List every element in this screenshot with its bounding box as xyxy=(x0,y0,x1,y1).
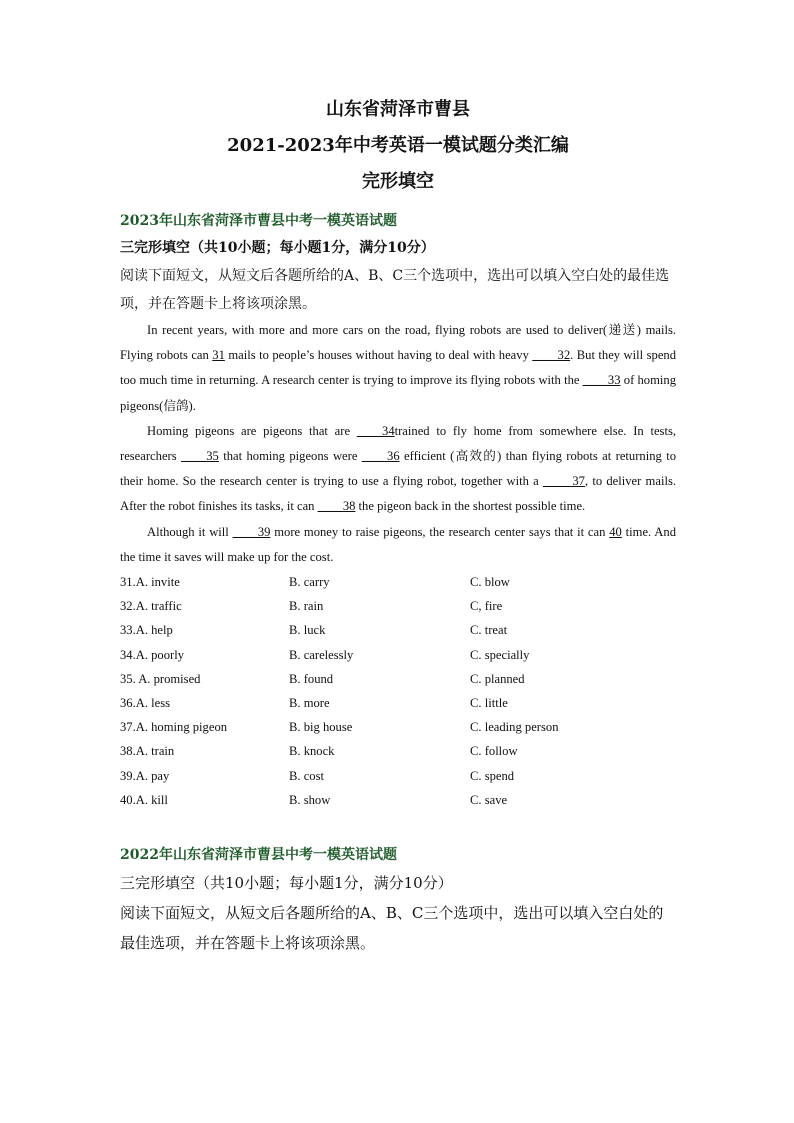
blank-34: ____34 xyxy=(356,423,395,438)
passage-text: . But they will spend too much time in returning. A research center is trying to improve its flying robots with the xyxy=(120,348,676,388)
option-a: 37.A. homing pigeon xyxy=(120,720,228,735)
option-row xyxy=(120,739,676,763)
option-a: 39.A. pay xyxy=(120,768,170,783)
section-2023-heading: 2023年山东省菏泽市曹县中考一模英语试题 xyxy=(120,213,397,229)
option-b: B. more xyxy=(289,695,330,710)
option-b: B. found xyxy=(289,671,334,686)
passage-paragraph-1 xyxy=(120,318,676,419)
section-2022-heading: 2022年山东省菏泽市曹县中考一模英语试题 xyxy=(120,846,397,863)
doc-title-line-1: 山东省菏泽市曹县 xyxy=(326,99,470,120)
passage-text: that homing pigeons were xyxy=(218,449,362,464)
option-a: 40.A. kill xyxy=(120,792,168,807)
option-c: C. follow xyxy=(470,744,518,759)
option-b: B. big house xyxy=(289,720,353,735)
option-row xyxy=(120,691,676,715)
passage-text: more money to raise pigeons, the research center says that it can xyxy=(270,524,610,539)
option-b: B. carry xyxy=(289,575,330,590)
option-c: C. planned xyxy=(470,671,525,686)
blank-35: ____35 xyxy=(181,449,219,464)
option-c: C. leading person xyxy=(470,720,559,735)
blank-40: 40 xyxy=(609,524,622,539)
passage-text: mails to people’s houses without having to deal with heavy xyxy=(224,348,533,363)
blank-39: ____39 xyxy=(232,524,271,539)
option-c: C, fire xyxy=(470,599,503,614)
option-row xyxy=(120,570,676,594)
option-a: 31.A. invite xyxy=(120,575,180,590)
passage-paragraph-2 xyxy=(120,419,676,520)
doc-title-line-2: 2021-2023年中考英语一模试题分类汇编 xyxy=(227,135,569,156)
option-c: C. spend xyxy=(470,768,515,783)
blank-33: ____33 xyxy=(582,373,621,388)
option-row xyxy=(120,618,676,642)
option-a: 32.A. traffic xyxy=(120,599,182,614)
section-2022-subheading: 三完形填空（共10小题；每小题1分，满分10分） xyxy=(120,873,453,892)
option-c: C. blow xyxy=(470,575,510,590)
option-a: 35. A. promised xyxy=(120,671,201,686)
answer-options xyxy=(120,570,676,812)
option-a: 34.A. poorly xyxy=(120,647,185,662)
blank-31: 31 xyxy=(212,348,225,363)
passage-text: efficient (高效的) than flying robots at returning to their home. So the research center is trying to use a flying robot, together with a xyxy=(120,449,676,489)
option-row xyxy=(120,594,676,618)
option-c: C. specially xyxy=(470,647,530,662)
passage-text: In recent years, with more and more cars on the road, flying robots are used to deliver(递送) mails. Flying robots can xyxy=(120,323,676,363)
passage-text: , to deliver mails. After the robot finishes its tasks, it can xyxy=(120,474,676,514)
option-row xyxy=(120,667,676,691)
option-b: B. rain xyxy=(289,599,324,614)
option-row xyxy=(120,715,676,739)
blank-36: ____36 xyxy=(361,449,400,464)
option-b: B. show xyxy=(289,792,331,807)
option-b: B. cost xyxy=(289,768,324,783)
option-b: B. carelessly xyxy=(289,647,354,662)
passage-text: the pigeon back in the shortest possible time. xyxy=(355,499,586,514)
document-page xyxy=(120,92,676,958)
passage-text: time. And the time it saves will make up for the cost. xyxy=(120,524,676,564)
option-row xyxy=(120,643,676,667)
passage-text: Homing pigeons are pigeons that are xyxy=(147,423,357,438)
option-c: C. little xyxy=(470,695,508,710)
passage-paragraph-3 xyxy=(120,520,676,570)
option-row xyxy=(120,764,676,788)
section-2023-instruction: 阅读下面短文，从短文后各题所给的A、B、C三个选项中，选出可以填入空白处的最佳选项，并在答题卡上将该项涂黑。 xyxy=(120,268,670,312)
passage-text: Although it will xyxy=(147,524,233,539)
option-b: B. knock xyxy=(289,744,335,759)
blank-37: ____ 37 xyxy=(542,474,585,489)
option-c: C. treat xyxy=(470,623,508,638)
blank-32: ____32 xyxy=(532,348,571,363)
blank-38: ____38 xyxy=(317,499,356,514)
doc-title-line-3: 完形填空 xyxy=(362,171,434,192)
passage-text: trained to fly home from somewhere else. In tests, researchers xyxy=(120,423,676,464)
option-row xyxy=(120,788,676,812)
option-a: 33.A. help xyxy=(120,623,173,638)
section-gap xyxy=(120,812,676,834)
section-2022-instruction: 阅读下面短文，从短文后各题所给的A、B、C三个选项中，选出可以填入空白处的最佳选项，并在答题卡上将该项涂黑。 xyxy=(120,903,664,952)
option-a: 38.A. train xyxy=(120,744,175,759)
section-2023-subheading: 三完形填空（共10小题；每小题1分，满分10分） xyxy=(120,240,435,256)
option-b: B. luck xyxy=(289,623,326,638)
option-c: C. save xyxy=(470,792,508,807)
passage-text: of homing pigeons(信鸽). xyxy=(120,373,676,413)
option-a: 36.A. less xyxy=(120,695,171,710)
